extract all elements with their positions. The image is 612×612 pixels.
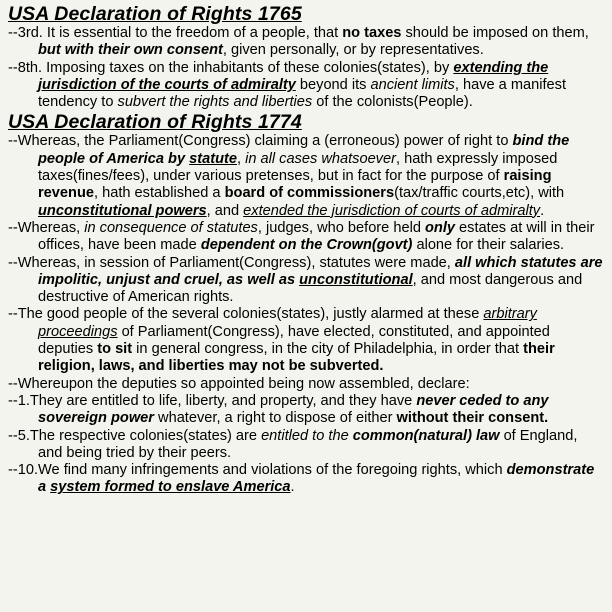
article-8th-1765 [8, 60, 604, 112]
text-run: --Whereas, in session of Parliament(Congress), statutes were made, [8, 254, 455, 271]
text-run: of Parliament(Congress), have elected, constituted, and appointed deputies [38, 323, 550, 358]
text-run: --Whereupon the deputies so appointed being now assembled, declare: [8, 375, 470, 392]
text-run: --The good people of the several colonies(states), justly alarmed at these [8, 306, 484, 323]
text-run: , hath expressly imposed taxes(fines/fees), under various pretenses, but in fact for the purpose of [38, 150, 558, 185]
text-run: , [236, 150, 246, 167]
text-run: their religion, laws, and liberties may not be subverted. [38, 341, 555, 375]
text-run: --Whereas, [8, 219, 85, 236]
heading-1765: USA Declaration of Rights 1765 [8, 3, 302, 25]
text-run: should be imposed on them, [401, 25, 589, 41]
text-run: in general congress, in the city of Philadelphia, in order that [132, 341, 524, 358]
text-run: system formed to enslave America [50, 479, 291, 496]
good-people-paragraph [8, 306, 604, 375]
text-run: raising revenue [38, 168, 552, 202]
text-run: ancient limits [370, 76, 455, 93]
text-run: , have a manifest tendency to [38, 76, 566, 111]
text-run: never ceded to any sovereign power [38, 392, 549, 427]
text-run: , and [206, 202, 244, 219]
text-run: in consequence of statutes [84, 219, 258, 236]
text-run: dependent on the Crown(govt) [200, 237, 413, 254]
text-run: bind the people of America by [38, 133, 570, 167]
text-run: but with their own consent [38, 42, 223, 59]
text-run: to sit [97, 341, 133, 358]
text-run: --10.We find many infringements and violations of the foregoing rights, which [8, 462, 507, 479]
text-run: estates at will in their offices, have been made [38, 219, 595, 254]
whereas-parliament-paragraph [8, 133, 604, 219]
text-run: , given personally, or by representatives. [222, 42, 484, 59]
heading-1774: USA Declaration of Rights 1774 [8, 111, 302, 134]
text-run: , and most dangerous and destructive of American rights. [38, 271, 583, 306]
text-run: in all cases whatsoever [245, 150, 396, 167]
article-10-paragraph [8, 462, 604, 497]
text-run: statute [189, 150, 237, 167]
text-run: subvert the rights and liberties [117, 94, 313, 111]
text-run: --1.They are entitled to life, liberty, and property, and they have [8, 392, 417, 409]
text-run: no taxes [342, 25, 402, 41]
article-3rd-1765 [8, 25, 604, 60]
text-run: whatever, a right to dispose of either [153, 410, 397, 427]
whereas-statutes-paragraph [8, 255, 604, 307]
text-run: (tax/traffic courts,etc), with [394, 185, 565, 202]
article-5-paragraph [8, 428, 604, 463]
text-run: --Whereas, the Parliament(Congress) claiming a (erroneous) power of right to [8, 133, 513, 150]
text-run: unconstitutional [299, 271, 413, 288]
text-run: . [290, 479, 295, 496]
text-run: --5.The respective colonies(states) are [8, 427, 262, 444]
text-run: , judges, who before held [257, 219, 425, 236]
text-run: demonstrate a [38, 462, 595, 496]
text-run: without their consent. [396, 410, 549, 427]
text-run: extended the jurisdiction of courts of admiralty [243, 202, 541, 219]
text-run: entitled to the [261, 427, 353, 444]
text-run: only [425, 219, 455, 236]
text-run: unconstitutional powers [38, 202, 207, 219]
text-run: , hath established a [93, 185, 225, 202]
article-1-paragraph [8, 393, 604, 428]
text-run: arbitrary proceedings [38, 306, 537, 340]
text-run: --3rd. It is essential to the freedom of a people, that [8, 25, 343, 41]
text-run: alone for their salaries. [412, 237, 565, 254]
text-run: of the colonists(People). [312, 94, 473, 111]
text-run: board of commissioners [224, 185, 395, 202]
text-run: common(natural) law [352, 427, 500, 444]
whereas-judges-paragraph [8, 220, 604, 255]
text-run: --8th. Imposing taxes on the inhabitants of these colonies(states), by [8, 59, 454, 76]
whereupon-paragraph [8, 376, 604, 393]
text-run: beyond its [295, 76, 371, 93]
text-run: all which statutes are impolitic, unjust and cruel, as well as [38, 254, 603, 288]
text-run: of England, and being tried by their peers. [38, 427, 578, 461]
text-run: extending the jurisdiction of the courts of admiralty [38, 59, 549, 93]
text-run: . [540, 202, 545, 219]
